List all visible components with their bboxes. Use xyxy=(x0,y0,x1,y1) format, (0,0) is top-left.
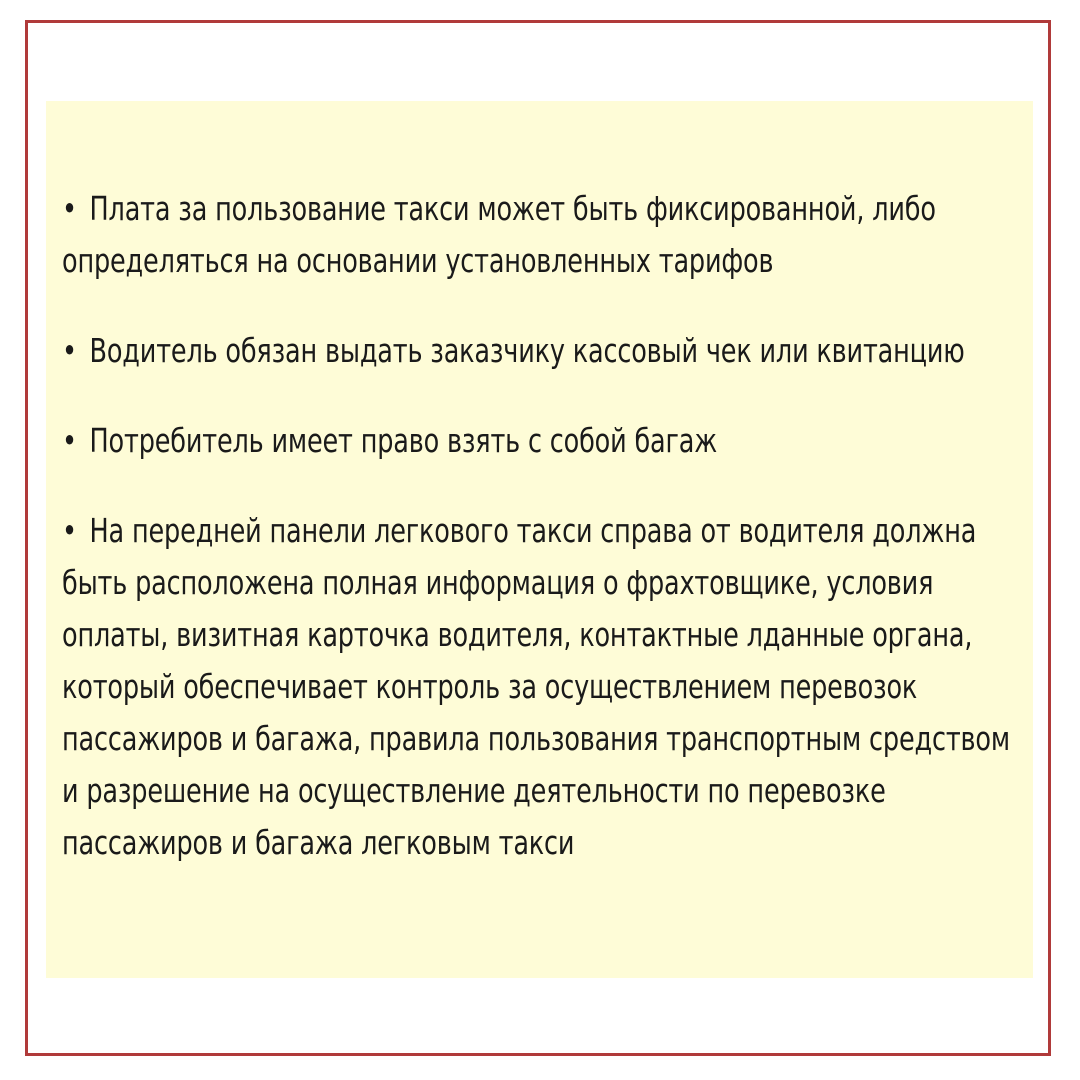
list-item-text: Потребитель имеет право взять с собой багаж xyxy=(89,421,718,460)
list-item xyxy=(62,415,1020,467)
list-item xyxy=(62,183,1020,287)
list-item-text: Водитель обязан выдать заказчику кассовый чек или квитанцию xyxy=(89,331,965,370)
list-item-text: На передней панели легкового такси справа от водителя должна быть расположена полная информация о фрахтовщике, условия оплаты, визитная карточка водителя, контактные лданные органа, который обеспечивает контроль за осуществлением перевозок пассажиров и багажа, правила пользования транспортным средством и разрешение на осуществление деятельности по перевозке пассажиров и багажа легковым такси xyxy=(62,511,1010,862)
bullet-icon: • xyxy=(62,189,77,228)
info-panel xyxy=(46,101,1033,978)
list-item xyxy=(62,505,1020,869)
bullet-icon: • xyxy=(62,511,77,550)
bullet-icon: • xyxy=(62,421,77,460)
rules-list xyxy=(62,183,1020,869)
bullet-icon: • xyxy=(62,331,77,370)
list-item xyxy=(62,325,1020,377)
list-item-text: Плата за пользование такси может быть фиксированной, либо определяться на основании установленных тарифов xyxy=(62,189,936,280)
